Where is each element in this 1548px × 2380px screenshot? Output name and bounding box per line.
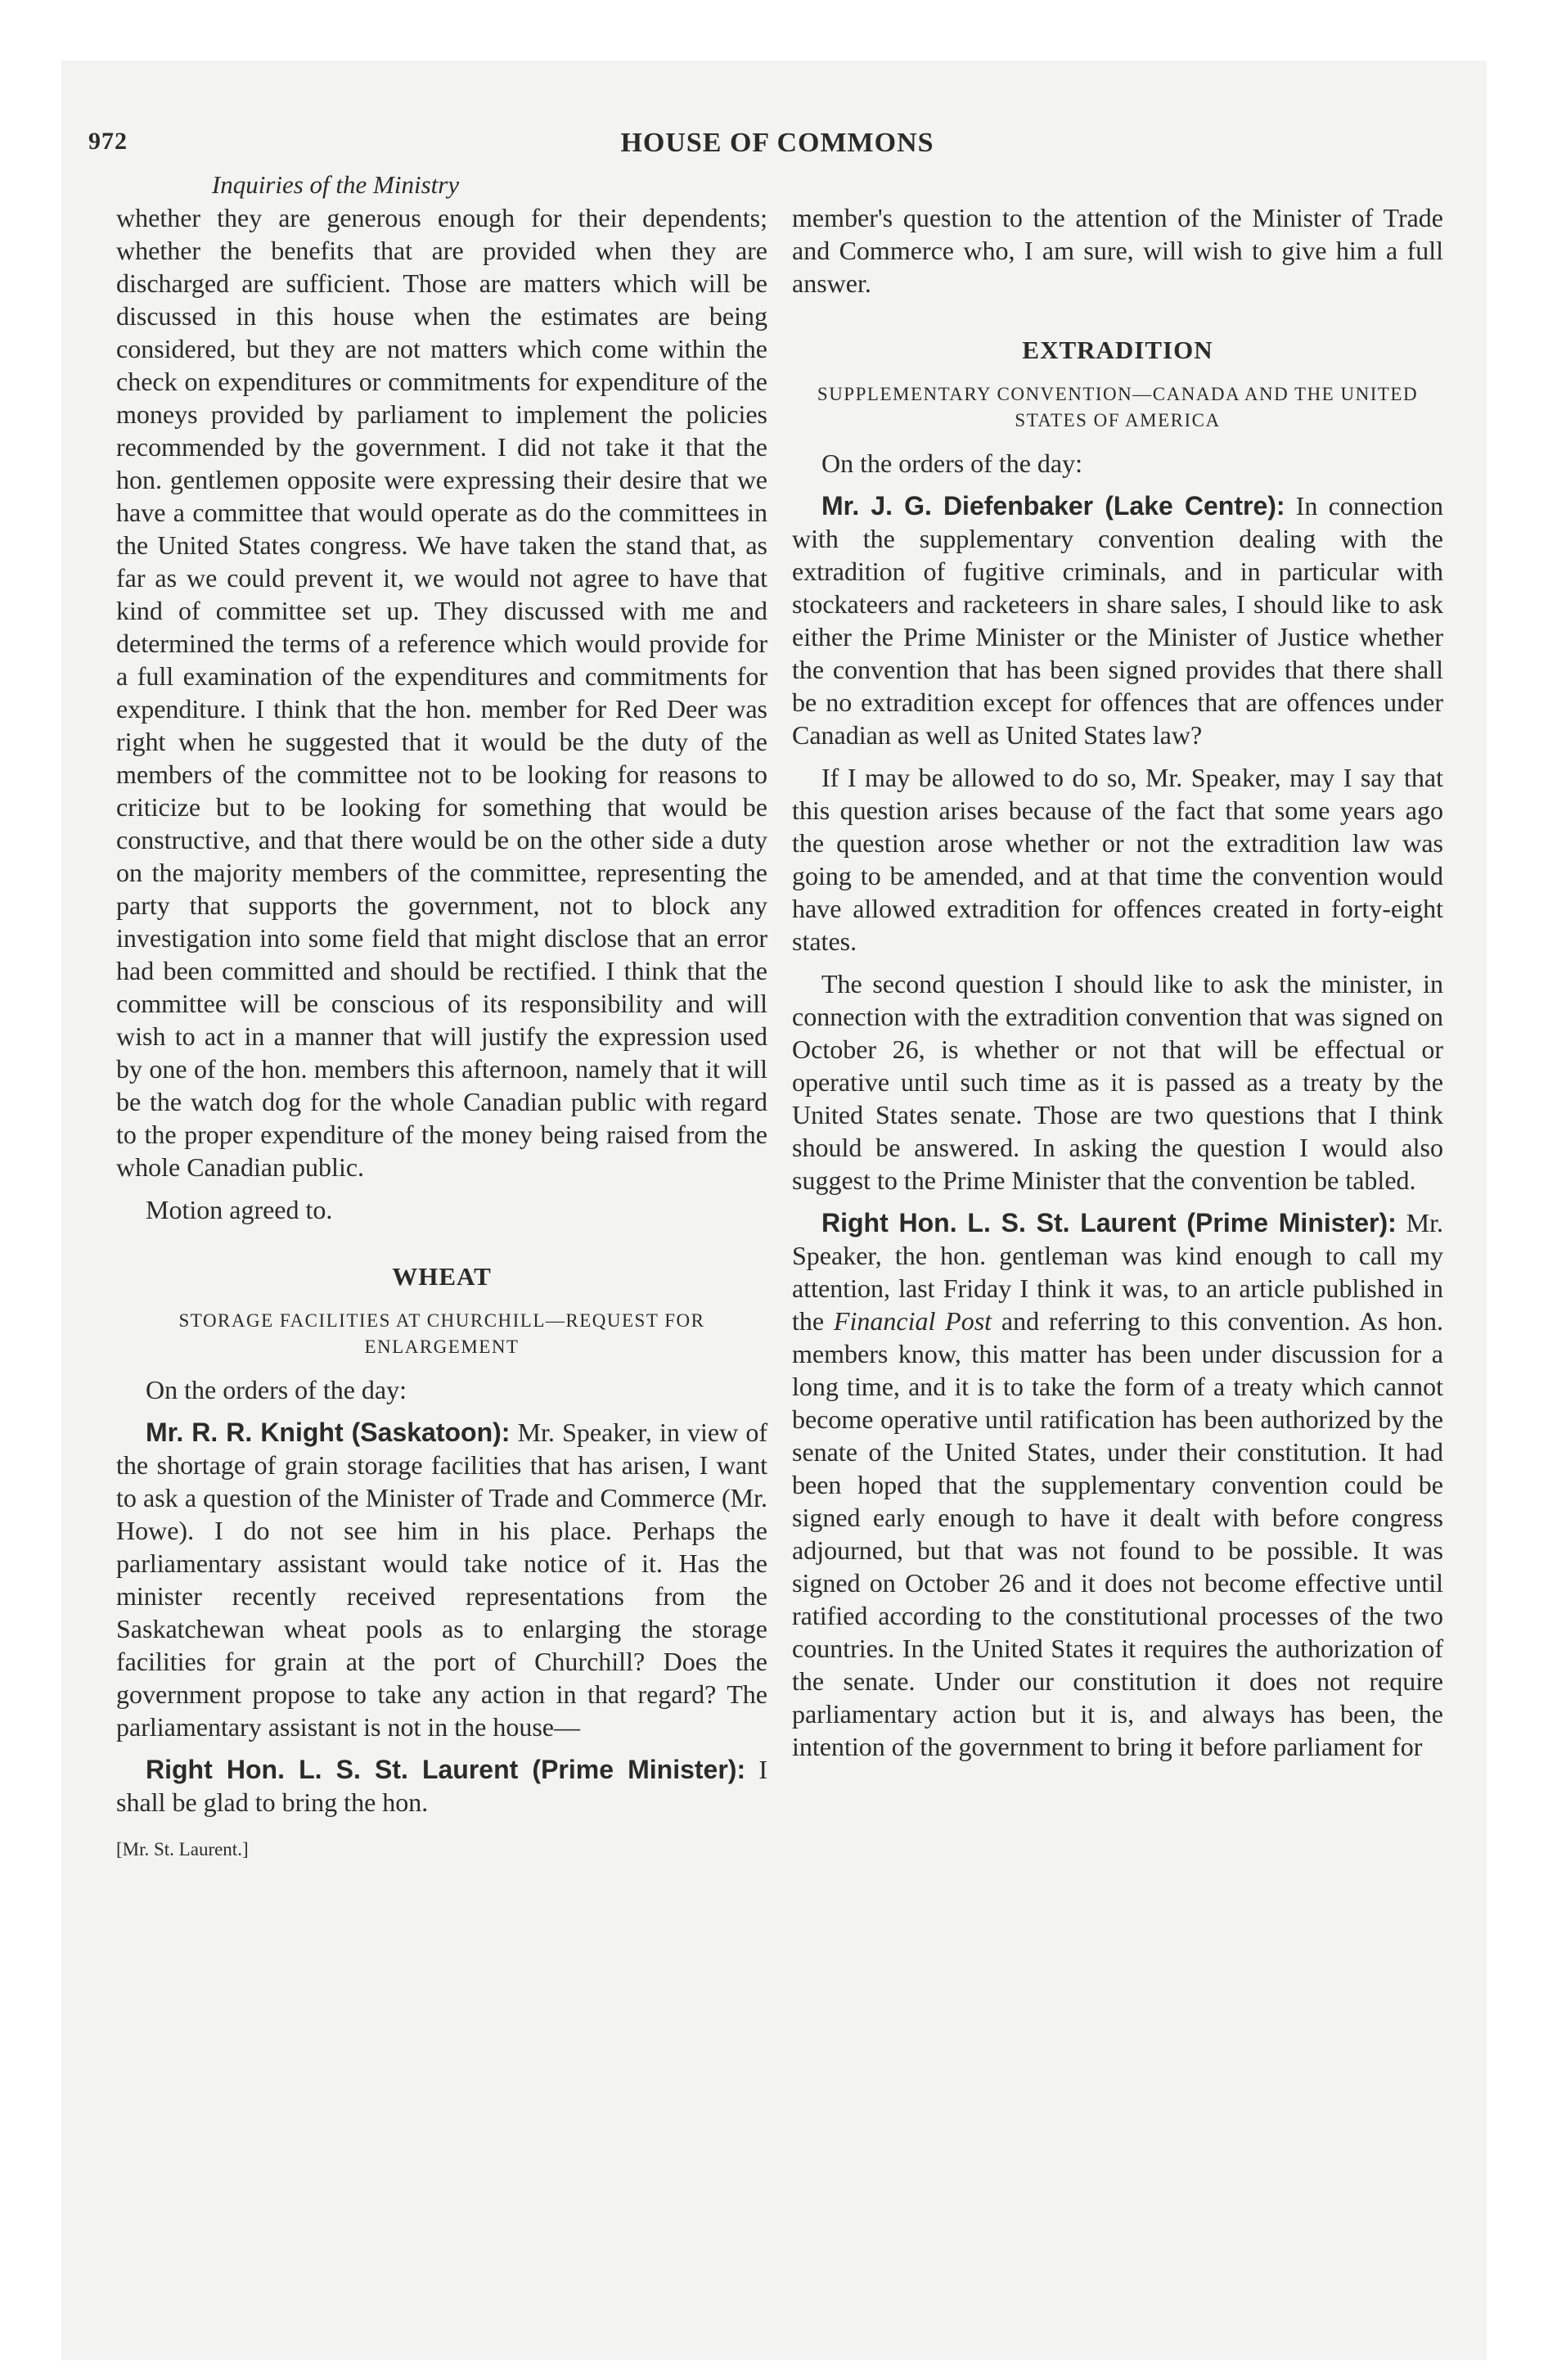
wheat-heading: WHEAT — [392, 1262, 492, 1291]
speech-text: In connection with the supplementary convention dealing with the extradition of fugitive criminals, and in particular with stockateers and racketeers in share sales, I should like to ask either the Prime Minister or the Minister of Justice whether the convention that has been signed provides that there shall be no extradition except for offences that are offences under Canadian as well as United States law? — [792, 491, 1444, 750]
speech-text: and referring to this convention. As hon. members know, this matter has been under discussion for a long time, and it is to take the form of a treaty which cannot become operative until ratification has been authorized by the senate of the United States, under their constitution. It had been hoped that the supplementary convention could be signed early enough to have it dealt with before congress adjourned, but that was not found to be possible. It was signed on October 26 and it does not become effective until ratified according to the constitutional processes of the two countries. In the United States it requires the authorization of the senate. Under our constitution it does not require parliamentary action but it is, and always has been, the intention of the government to bring it before parliament for — [792, 1306, 1444, 1761]
running-header: HOUSE OF COMMONS — [620, 128, 934, 158]
orders-line: On the orders of the day: — [146, 1375, 407, 1404]
extradition-heading: EXTRADITION — [1022, 336, 1213, 364]
speaker-name: Mr. J. G. Diefenbaker (Lake Centre): — [821, 491, 1285, 521]
diefenbaker-paragraph — [792, 489, 1443, 751]
motion-line: Motion agreed to. — [146, 1195, 333, 1224]
paragraph-continued: member's question to the attention of the Minister of Trade and Commerce who, I am sure, will wish to give him a full answer. — [792, 203, 1443, 298]
speech-text: Mr. Speaker, the hon. gentleman was kind enough to call my attention, last Friday I think it was, to an article published in the — [792, 1208, 1444, 1336]
publication-title: Financial Post — [833, 1306, 992, 1336]
page-number: 972 — [88, 128, 128, 155]
diefenbaker-paragraph-2: If I may be allowed to do so, Mr. Speaker, may I say that this question arises because of the fact that some years ago the question arose whether or not the extradition law was going to be amended, and at that time the convention would have allowed extradition for offences created in forty-eight states. — [792, 763, 1443, 956]
right-column — [792, 201, 1443, 1763]
st-laurent-reply — [792, 1206, 1443, 1763]
wheat-subheading: STORAGE FACILITIES AT CHURCHILL—REQUEST FOR ENLARGEMENT — [178, 1310, 705, 1357]
orders-line: On the orders of the day: — [821, 449, 1083, 478]
speech-text: Mr. Speaker, in view of the shortage of grain storage facilities that has arisen, I want to ask a question of the Minister of Trade and Commerce (Mr. Howe). I do not see him in his place. Perhaps the parliamentary assistant would take notice of it. Has the minister recently received representations from the Saskatchewan wheat pools as to enlarging the storage facilities for grain at the port of Churchill? Does the government propose to take any action in that regard? The parliamentary assistant is not in the house— — [116, 1418, 768, 1742]
paragraph-continued: whether they are generous enough for their dependents; whether the benefits that are provided when they are discharged are sufficient. Those are matters which will be discussed in this house when the estimates are being considered, but they are not matters which come within the check on expenditures or commitments for expenditure of the moneys provided by parliament to implement the policies recommended by the government. I did not take it that the hon. gentlemen opposite were expressing their desire that we have a committee that would operate as do the committees in the United States congress. We have taken the stand that, as far as we could prevent it, we would not agree to have that kind of committee set up. They discussed with me and determined the terms of a reference which would provide for a full examination of the expenditures and commitments for expenditure. I think that the hon. member for Red Deer was right when he suggested that it would be the duty of the members of the committee not to be looking for reasons to criticize but to be looking for something that would be constructive, and that there would be on the other side a duty on the majority members of the committee, representing the party that supports the government, not to block any investigation into some field that might disclose that an error had been committed and should be rectified. I think that the committee will be conscious of its responsibility and will wish to act in a manner that will justify the expression used by one of the hon. members this afternoon, namely that it will be the watch dog for the whole Canadian public with regard to the proper expenditure of the money being raised from the whole Canadian public. — [116, 203, 767, 1182]
speech-text: I shall be glad to bring the hon. — [116, 1755, 768, 1817]
section-heading: Inquiries of the Ministry — [211, 170, 460, 199]
st-laurent-paragraph — [116, 1753, 767, 1819]
extradition-subheading: SUPPLEMENTARY CONVENTION—CANADA AND THE UNITED STATES OF AMERICA — [817, 384, 1419, 430]
diefenbaker-paragraph-3: The second question I should like to ask the minister, in connection with the extradition convention that was signed on October 26, is whether or not that will be effectual or operative until such time as it is passed as a treaty by the United States senate. Those are two questions that I think should be answered. In asking the question I would also suggest to the Prime Minister that the convention be tabled. — [792, 969, 1443, 1195]
knight-paragraph — [116, 1416, 767, 1743]
speaker-name: Right Hon. L. S. St. Laurent (Prime Minister): — [146, 1755, 746, 1784]
left-column — [116, 201, 767, 1866]
footer-note: [Mr. St. Laurent.] — [116, 1839, 249, 1859]
speaker-name: Mr. R. R. Knight (Saskatoon): — [146, 1418, 511, 1447]
speaker-name: Right Hon. L. S. St. Laurent (Prime Minister): — [821, 1208, 1397, 1237]
